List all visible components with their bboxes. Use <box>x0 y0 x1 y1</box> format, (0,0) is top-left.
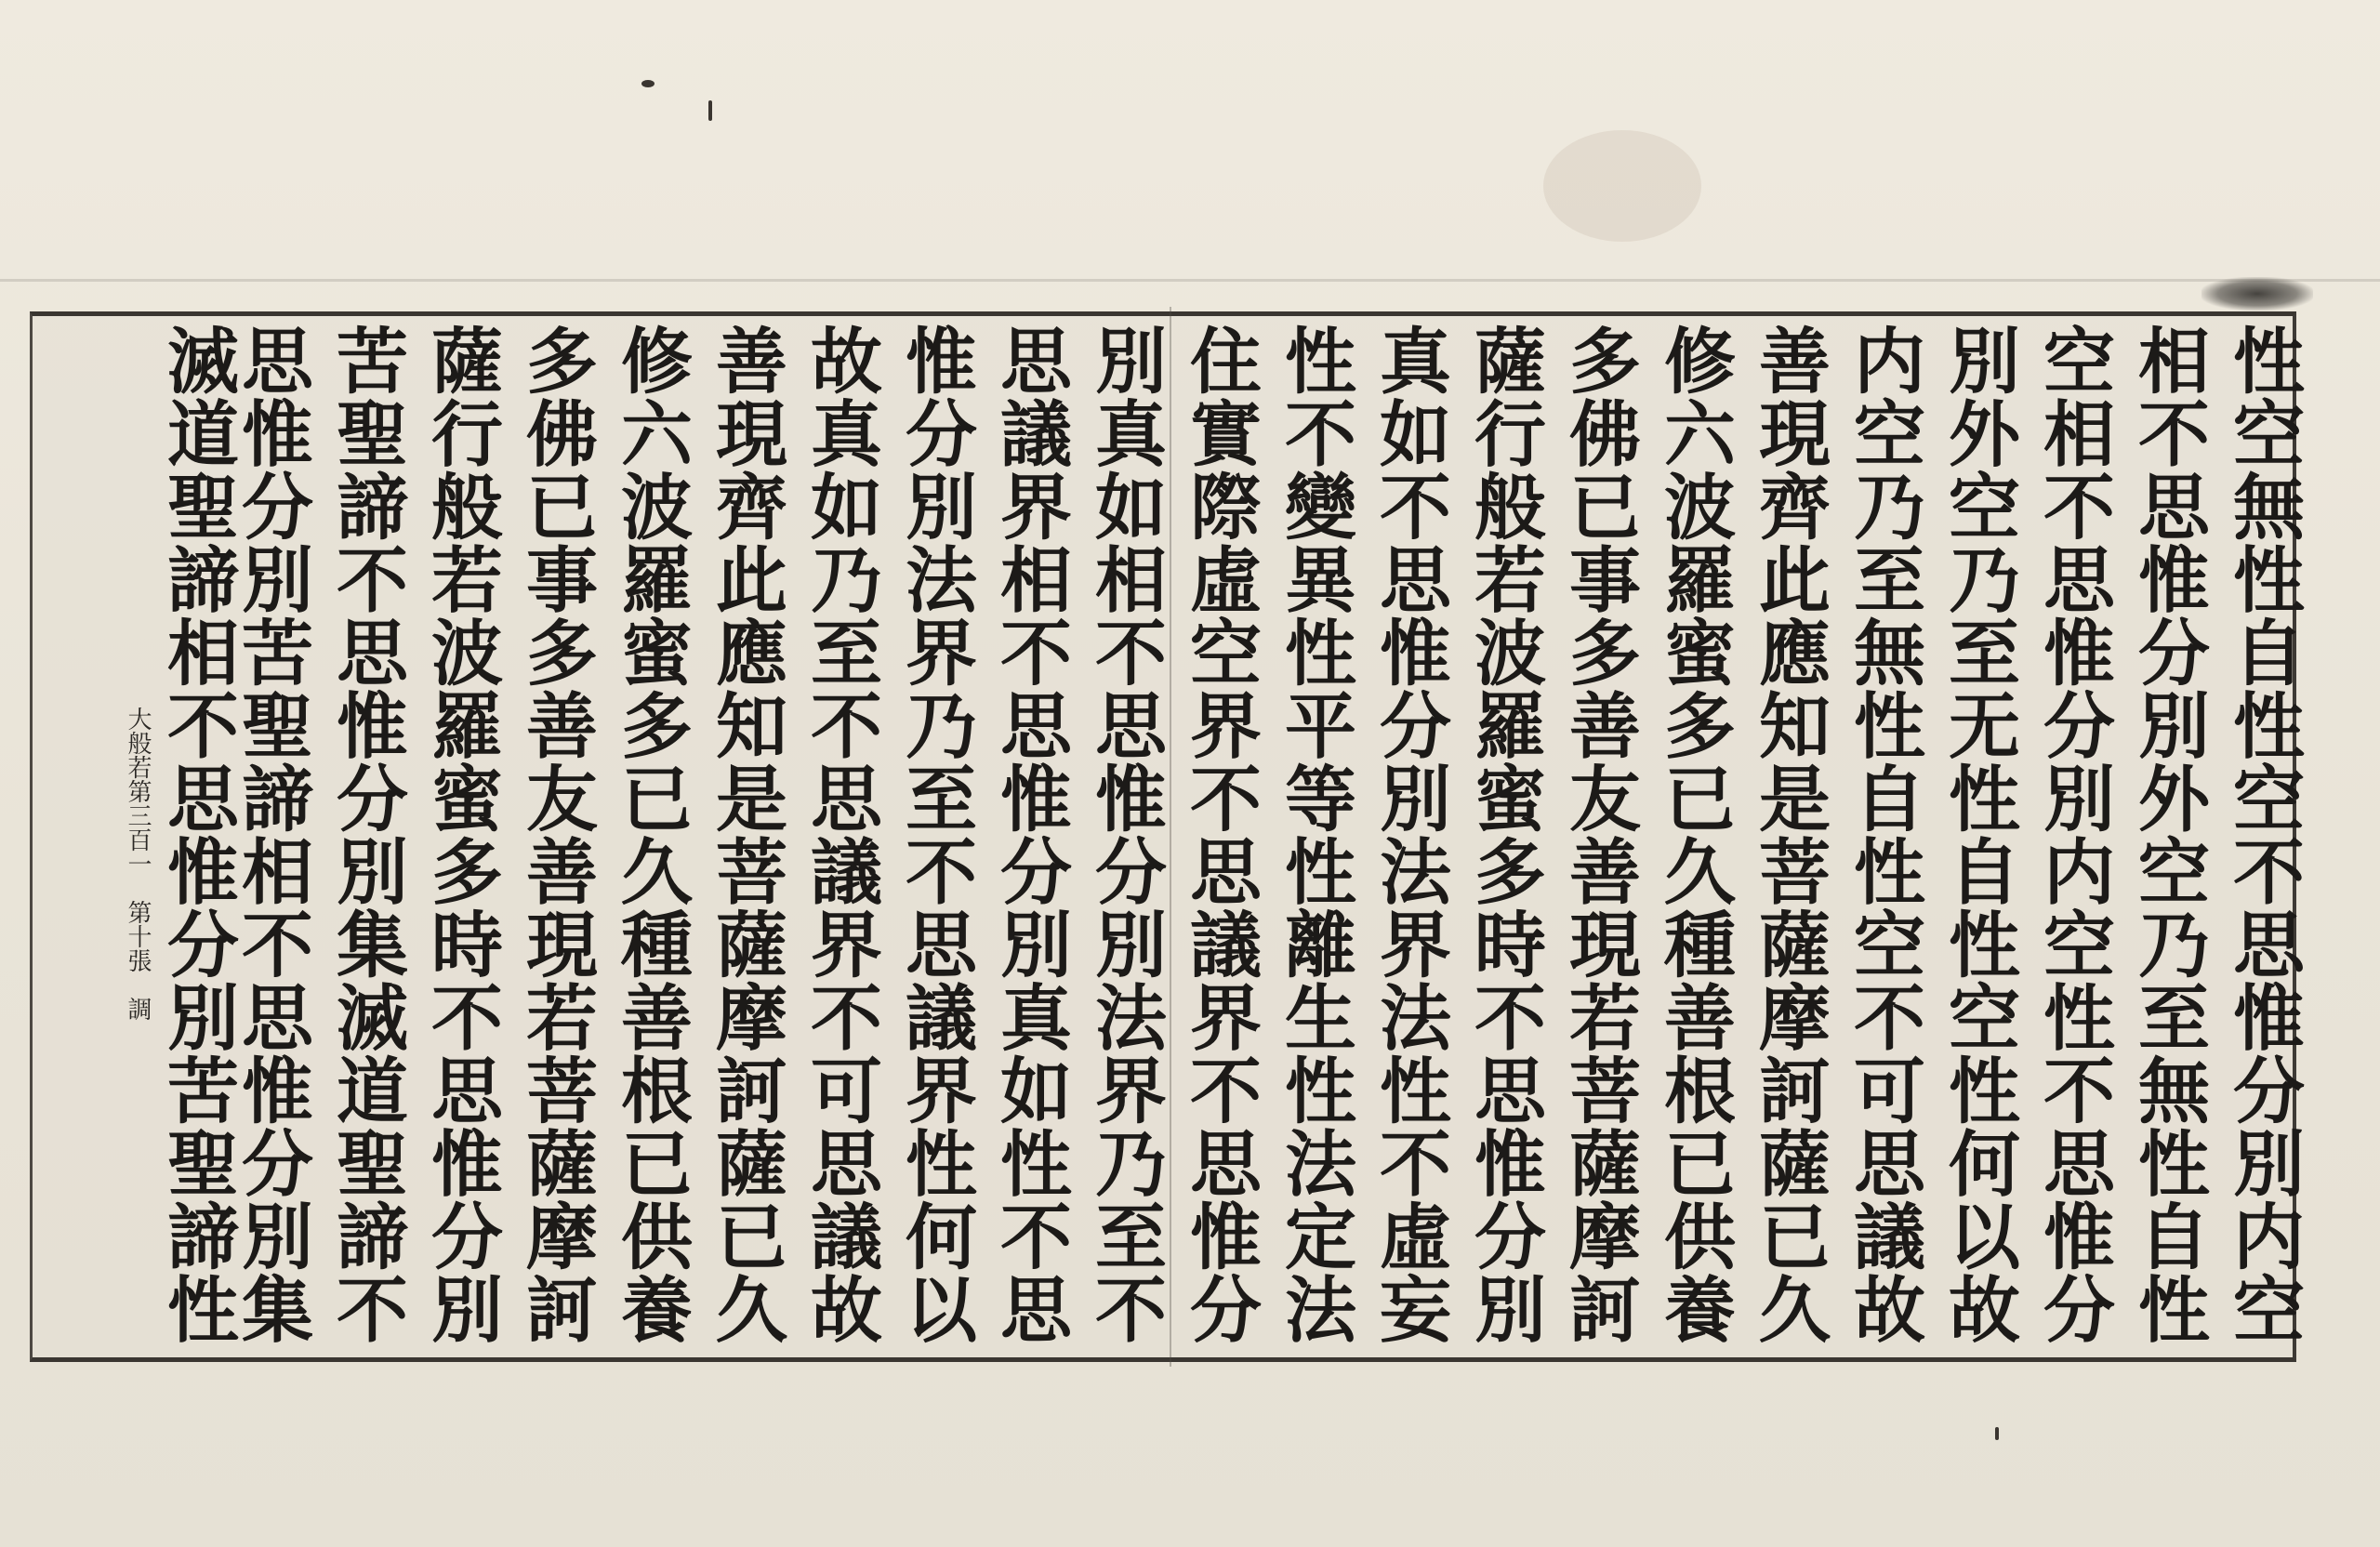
column-text: 相不思惟分別外空乃至無性自性 <box>2126 324 2210 1345</box>
text-column <box>321 324 412 1346</box>
text-column <box>1838 324 1929 1346</box>
text-column <box>1554 324 1645 1346</box>
text-column <box>2217 324 2308 1346</box>
text-column <box>416 324 507 1346</box>
text-column <box>1174 324 1265 1346</box>
column-text: 善現齊此應知是菩薩摩訶薩已久 <box>1747 324 1831 1345</box>
column-text: 多佛已事多善友善現若菩薩摩訶 <box>1557 324 1641 1345</box>
ink-speck <box>708 100 712 121</box>
margin-note <box>119 707 156 1348</box>
text-column <box>1648 324 1739 1346</box>
ink-speck <box>1995 1427 1999 1440</box>
column-text: 空相不思惟分別内空性不思惟分 <box>2031 324 2115 1345</box>
text-column <box>1933 324 2024 1346</box>
column-text: 薩行般若波羅蜜多時不思惟分別 <box>419 324 503 1345</box>
column-text: 滅道聖諦相不思惟分別苦聖諦性 <box>155 324 239 1345</box>
column-text: 善現齊此應知是菩薩摩訶薩已久 <box>704 324 787 1345</box>
text-column <box>890 324 981 1346</box>
column-text: 多佛已事多善友善現若菩薩摩訶 <box>514 324 598 1345</box>
margin-note-text: 大般若第三百一 第十張 調 <box>124 707 152 1021</box>
text-column <box>1269 324 1360 1346</box>
column-text: 別外空乃至无性自性空性何以故 <box>1937 324 2020 1345</box>
text-column <box>1743 324 1834 1346</box>
column-text: 惟分別法界乃至不思議界性何以 <box>893 324 977 1345</box>
column-text: 苦聖諦不思惟分別集滅道聖諦不 <box>324 324 408 1345</box>
column-text: 真如不思惟分別法界法性不虛妄 <box>1368 324 1451 1345</box>
ink-speck <box>641 80 654 87</box>
ink-smudge <box>2202 277 2313 311</box>
column-text: 故真如乃至不思議界不可思議故 <box>799 324 882 1345</box>
text-column <box>510 324 602 1346</box>
text-column <box>2122 324 2214 1346</box>
text-column <box>985 324 1076 1346</box>
text-column <box>1364 324 1455 1346</box>
text-column <box>700 324 791 1346</box>
column-text: 住實際虛空界不思議界不思惟分 <box>1178 324 1262 1345</box>
column-text: 別真如相不思惟分別法界乃至不 <box>1083 324 1167 1345</box>
text-column <box>152 324 243 1346</box>
column-text: 性不變異性平等性離生性法定法 <box>1273 324 1356 1345</box>
column-text: 思惟分別苦聖諦相不思惟分別集 <box>230 324 313 1345</box>
paper-fold-line <box>0 279 2380 282</box>
column-text: 修六波羅蜜多已久種善根已供養 <box>1652 324 1736 1345</box>
column-text: 性空無性自性空不思惟分別内空 <box>2221 324 2305 1345</box>
column-text: 内空乃至無性自性空不可思議故 <box>1842 324 1925 1345</box>
column-text: 薩行般若波羅蜜多時不思惟分別 <box>1462 324 1546 1345</box>
text-column <box>1459 324 1550 1346</box>
text-column <box>2028 324 2119 1346</box>
text-column <box>605 324 696 1346</box>
column-text: 思議界相不思惟分別真如性不思 <box>988 324 1072 1345</box>
paper-stain <box>1543 130 1701 242</box>
column-text: 修六波羅蜜多已久種善根已供養 <box>609 324 693 1345</box>
text-column <box>795 324 886 1346</box>
text-column <box>1079 324 1170 1346</box>
